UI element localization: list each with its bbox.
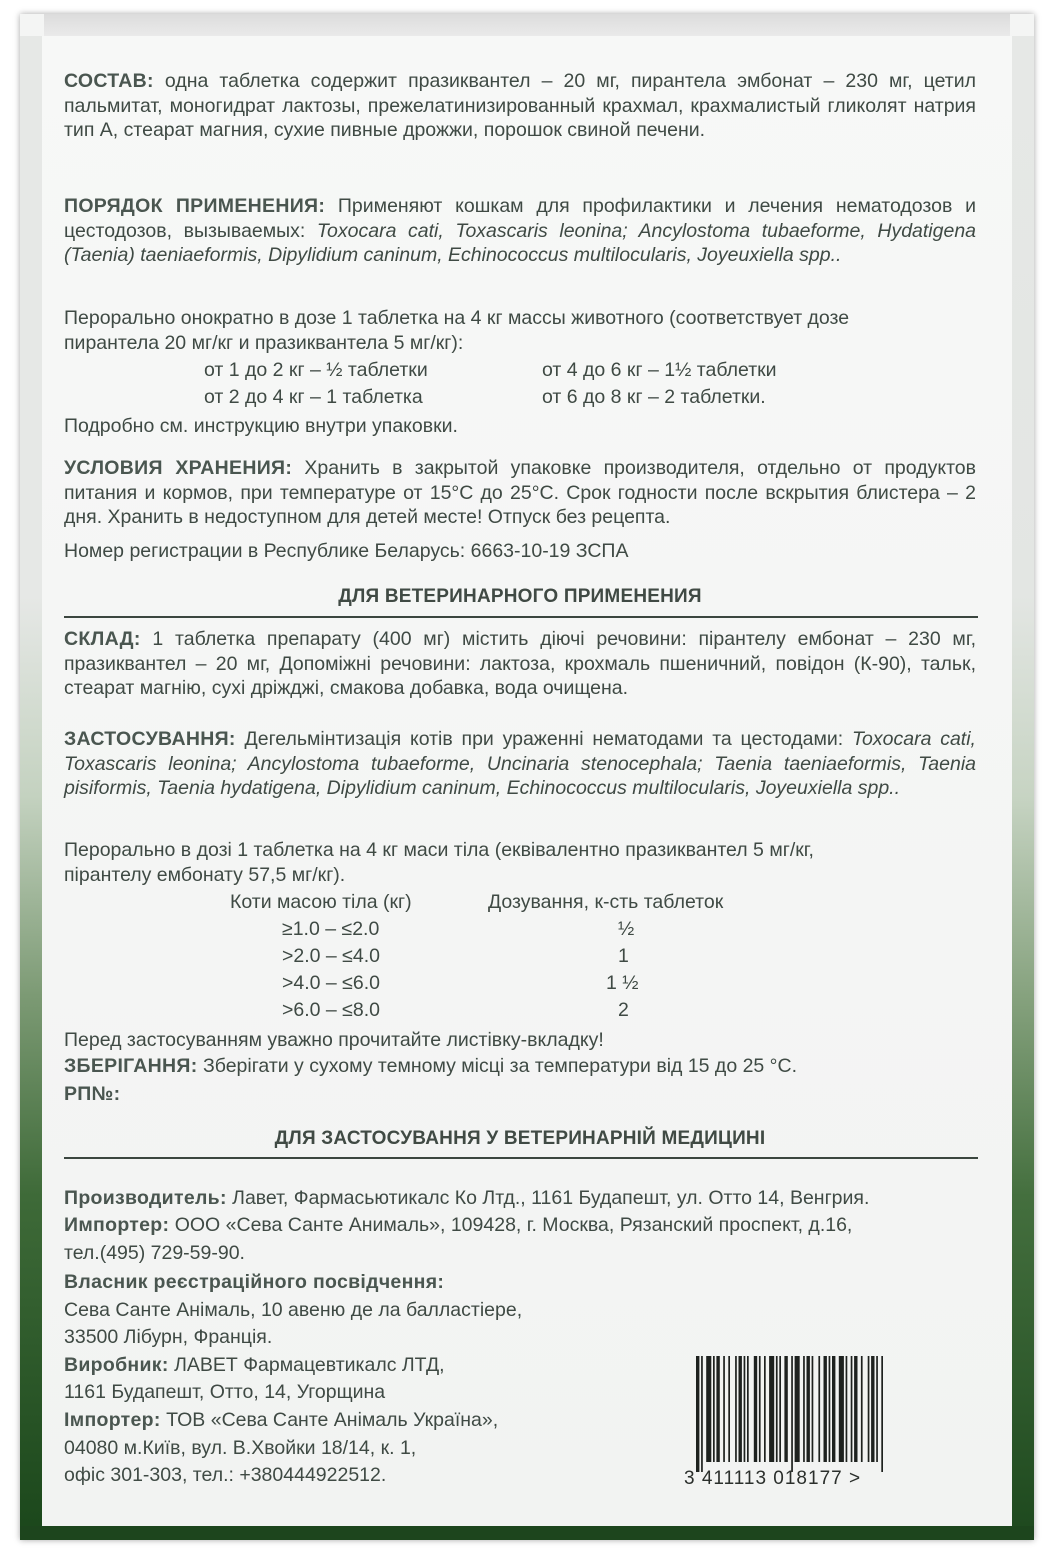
maker-importer-ua-heading: Імпортер: (64, 1409, 161, 1431)
zastos-text: Дегельмінтизація котів при ураженні нематодами та цестодами: (235, 728, 852, 750)
zberig-heading: ЗБЕРІГАННЯ: (64, 1055, 198, 1077)
poryadok-dose-line-2: пирантела 20 мг/кг и празиквантела 5 мг/кг): (64, 332, 464, 354)
dose-item: от 6 до 8 кг – 2 таблетки. (542, 386, 766, 408)
dose-table-tablets: 1 (618, 945, 629, 967)
maker-holder (64, 1270, 976, 1295)
divider (64, 616, 978, 618)
box-right-edge (1012, 36, 1034, 1526)
dose-table-weight: ≥1.0 – ≤2.0 (282, 918, 380, 940)
sklad-text: 1 таблетка препарату (400 мг) містить діючі речовини: пірантелу ембонат – 230 мг, празиквантел – 20 мг, Допоміжні речовини: лактоза, крохмаль пшеничний, повідон (К-90), тальк, стеарат магнію, сухі дріжджі, смакова добавка, вода очищена. (64, 628, 976, 700)
poryadok-species: Toxocara cati, Toxascaris leonina; Ancylostoma tubaeforme, Hydatigena (Taenia) taeniaeformis, Dipylidium caninum, Echinococcus multilocularis, Joyeuxiella spp.. (64, 219, 977, 267)
dose-table-tablets: ½ (618, 918, 635, 940)
registration-number: Номер регистрации в Республике Беларусь: 6663-10-19 ЗСПА (64, 540, 629, 562)
zastos-dose-line-1: Перорально в дозі 1 таблетка на 4 кг маси тіла (еквівалентно празиквантел 5 мг/кг, (64, 839, 814, 861)
poryadok-dose-line-1: Перорально онократно в дозе 1 таблетка на 4 кг массы животного (соответствует дозе (64, 307, 850, 329)
maker-importer-ru-phone: тел.(495) 729-59-90. (64, 1242, 245, 1264)
maker-producer (64, 1186, 976, 1211)
maker-importer-ua-address: 04080 м.Київ, вул. В.Хвойки 18/14, к. 1, (64, 1437, 417, 1459)
maker-holder-address-2: 33500 Лібурн, Франція. (64, 1326, 273, 1348)
barcode-digits: 3 411113 018177 > (684, 1468, 862, 1489)
box-bottom-edge (20, 1526, 1034, 1540)
rp-heading: РП№: (64, 1083, 121, 1105)
zberig-section (64, 1054, 976, 1079)
zberig-text: Зберігати у сухому темному місці за температури від 15 до 25 °С. (197, 1055, 797, 1077)
dose-item: от 1 до 2 кг – ½ таблетки (204, 359, 428, 381)
maker-manufacturer-text: ЛАВЕТ Фармацевтикалс ЛТД, (168, 1354, 445, 1376)
maker-producer-text: Лавет, Фармасьютикалс Ко Лтд., 1161 Будапешт, ул. Отто 14, Венгрия. (226, 1187, 870, 1209)
maker-importer-ru-heading: Импортер: (64, 1214, 170, 1236)
maker-manufacturer-address: 1161 Будапешт, Отто, 14, Угорщина (64, 1381, 386, 1403)
zastos-section (64, 727, 976, 801)
dose-table-header-tablets: Дозування, к-сть таблеток (488, 891, 724, 913)
usloviya-text: Хранить в закрытой упаковке производителя, отдельно от продуктов питания и кормов, при температуре от 15°С до 25°С. Срок годности после вскрытия блистера – 2 дня. Хранить в недоступном для детей месте! Отпуск без рецепта. (64, 457, 976, 529)
maker-importer-ru-text: ООО «Сева Санте Анималь», 109428, г. Москва, Рязанский проспект, д.16, (169, 1214, 853, 1236)
maker-importer-ru (64, 1213, 976, 1238)
dose-table-tablets: 1 ½ (606, 972, 639, 994)
maker-importer-ua-text: ТОВ «Сева Санте Анімаль Україна», (160, 1409, 499, 1431)
poryadok-note: Подробно см. инструкцию внутри упаковки. (64, 415, 458, 437)
maker-holder-heading: Власник реєстраційного посвідчення: (64, 1271, 445, 1293)
sostav-heading: СОСТАВ: (64, 70, 154, 92)
dose-item: от 4 до 6 кг – 1½ таблетки (542, 359, 777, 381)
sostav-section (64, 69, 976, 143)
dose-table-header-weight: Коти масою тіла (кг) (230, 891, 412, 913)
maker-manufacturer-heading: Виробник: (64, 1354, 169, 1376)
divider (64, 1157, 978, 1159)
dose-item: от 2 до 4 кг – 1 таблетка (204, 386, 423, 408)
zastos-heading: ЗАСТОСУВАННЯ: (64, 728, 236, 750)
zastos-dose-line-2: пірантелу ембонату 57,5 мг/кг). (64, 864, 346, 886)
dose-table-weight: >2.0 – ≤4.0 (282, 945, 380, 967)
usloviya-heading: УСЛОВИЯ ХРАНЕНИЯ: (64, 457, 293, 479)
sostav-text: одна таблетка содержит празиквантел – 20 мг, пирантела эмбонат – 230 мг, цетил пальмитат, моногидрат лактозы, прежелатинизированный крахмал, крахмалистый гликолят натрия тип А, стеарат магния, сухие пивные дрожжи, порошок свиной печени. (64, 70, 976, 142)
sklad-section (64, 627, 976, 701)
dose-table-weight: >6.0 – ≤8.0 (282, 999, 380, 1021)
zastos-warning: Перед застосуванням уважно прочитайте листівку-вкладку! (64, 1029, 604, 1051)
maker-holder-address-1: Сева Санте Анімаль, 10 авеню де ла балластіере, (64, 1299, 523, 1321)
rp-number (64, 1082, 976, 1107)
poryadok-text: Применяют кошкам для профилактики и лечения нематодозов и цестодозов, вызываемых: (64, 195, 976, 242)
box-left-edge (20, 36, 42, 1526)
dose-table-weight: >4.0 – ≤6.0 (282, 972, 380, 994)
sklad-heading: СКЛАД: (64, 628, 141, 650)
barcode (684, 1356, 946, 1482)
poryadok-section (64, 194, 976, 268)
maker-producer-heading: Производитель: (64, 1187, 227, 1209)
poryadok-heading: ПОРЯДОК ПРИМЕНЕНИЯ: (64, 195, 326, 217)
box-top-flap (44, 14, 1010, 37)
zastos-species: Toxocara cati, Toxascaris leonina; Ancylostoma tubaeforme, Uncinaria stenocephala; Taenia taeniaeformis, Taenia pisiformis, Taenia hydatigena, Dipylidium caninum, Echinococcus multilocularis, Joyeuxiella spp.. (64, 728, 976, 800)
dose-table-tablets: 2 (618, 999, 629, 1021)
vet-use-title-ru: ДЛЯ ВЕТЕРИНАРНОГО ПРИМЕНЕНИЯ (338, 586, 702, 607)
maker-importer-ua-phone: офіс 301-303, тел.: +380444922512. (64, 1464, 387, 1486)
vet-use-title-ua: ДЛЯ ЗАСТОСУВАННЯ У ВЕТЕРИНАРНІЙ МЕДИЦИНІ (274, 1128, 766, 1149)
usloviya-section (64, 456, 976, 530)
